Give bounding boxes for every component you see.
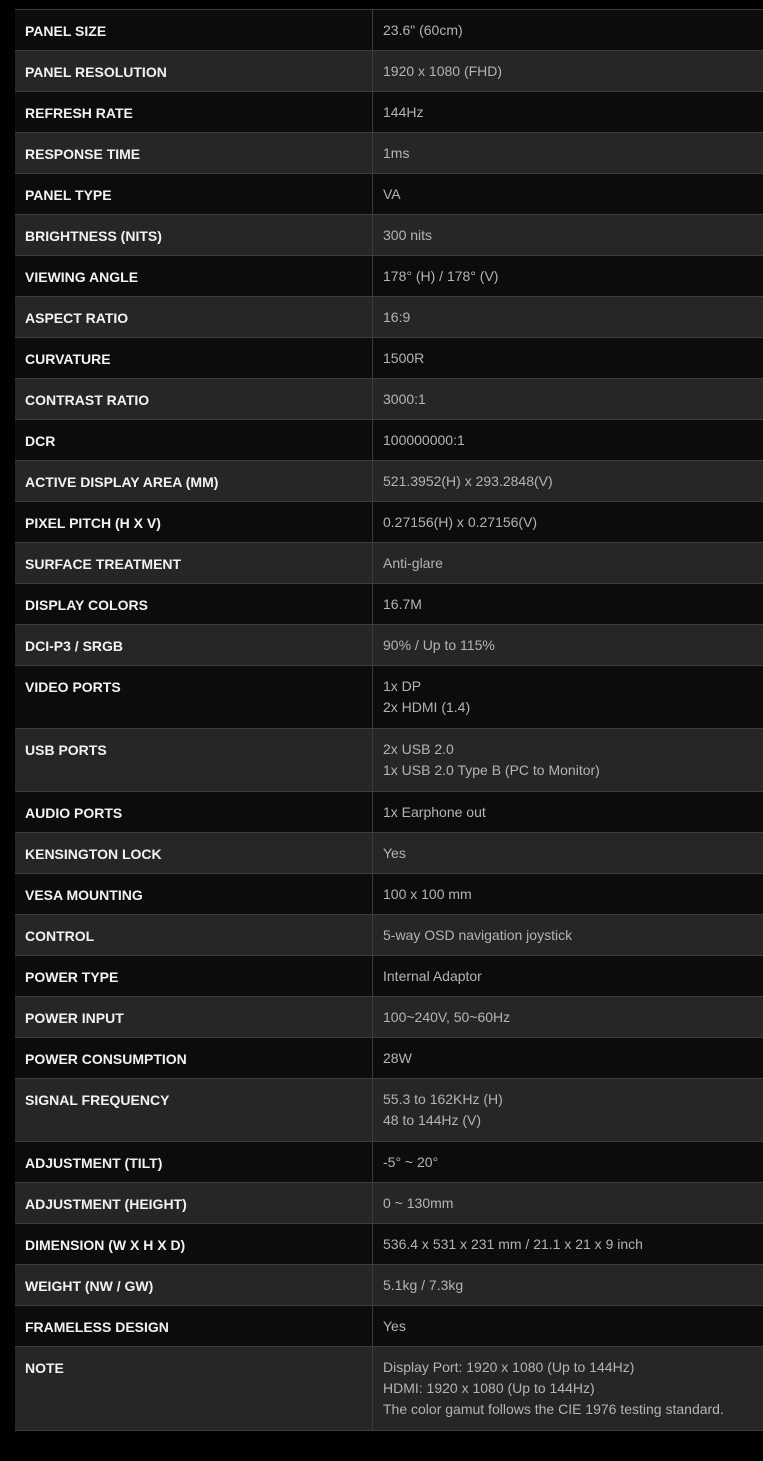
spec-row [15,174,763,215]
spec-value [373,830,763,873]
spec-row [15,584,763,625]
spec-row [15,1183,763,1224]
spec-label [15,833,373,873]
spec-label [15,1306,373,1346]
spec-value [373,663,763,728]
spec-value [373,912,763,955]
spec-row [15,729,763,792]
spec-value-line: 55.3 to 162KHz (H) [383,1091,503,1107]
spec-value-line: 1ms [383,145,410,161]
spec-label-text: SIGNAL FREQUENCY [25,1092,170,1108]
spec-row [15,1265,763,1306]
spec-value-line: 5-way OSD navigation joystick [383,927,573,943]
spec-value [373,1180,763,1223]
spec-value [373,789,763,832]
spec-row [15,92,763,133]
spec-label [15,215,373,255]
spec-label-text: VIDEO PORTS [25,679,121,695]
spec-value-line: Yes [383,845,406,861]
spec-label-text: DIMENSION (W X H X D) [25,1237,186,1253]
spec-label-text: DCR [25,433,56,449]
spec-value-line: 16.7M [383,596,422,612]
spec-label-text: DISPLAY COLORS [25,597,148,613]
spec-label [15,51,373,91]
spec-label-text: RESPONSE TIME [25,146,141,162]
spec-value [373,1139,763,1182]
spec-value-line: 48 to 144Hz (V) [383,1112,482,1128]
spec-label-text: POWER INPUT [25,1010,124,1026]
spec-value [373,417,763,460]
spec-label [15,997,373,1037]
spec-label [15,729,373,791]
spec-value [373,458,763,501]
spec-value-line: 3000:1 [383,391,426,407]
spec-value-line: 0 ~ 130mm [383,1195,454,1211]
spec-label [15,543,373,583]
spec-label-text: VESA MOUNTING [25,887,143,903]
spec-row [15,1347,763,1431]
spec-label [15,133,373,173]
spec-value-line: 90% / Up to 115% [383,637,495,653]
spec-label-text: PANEL RESOLUTION [25,64,167,80]
spec-value-line: 2x HDMI (1.4) [383,699,471,715]
spec-value [373,48,763,91]
spec-value-line: 536.4 x 531 x 231 mm / 21.1 x 21 x 9 inch [383,1236,643,1252]
spec-value [373,7,763,50]
spec-value-line: 28W [383,1050,412,1066]
spec-row [15,10,763,51]
spec-value [373,994,763,1037]
spec-row [15,666,763,729]
spec-label [15,1265,373,1305]
spec-row [15,956,763,997]
spec-value [373,1076,763,1141]
spec-label [15,874,373,914]
spec-value-line: 5.1kg / 7.3kg [383,1277,464,1293]
spec-value-line: 1500R [383,350,425,366]
spec-label [15,1142,373,1182]
spec-value-line: Yes [383,1318,406,1334]
spec-label [15,461,373,501]
spec-value-line: 100~240V, 50~60Hz [383,1009,511,1025]
spec-row [15,51,763,92]
spec-row [15,420,763,461]
spec-value-line: 1x USB 2.0 Type B (PC to Monitor) [383,762,600,778]
spec-row [15,833,763,874]
spec-label [15,502,373,542]
spec-row [15,1142,763,1183]
spec-value [373,171,763,214]
spec-row [15,1224,763,1265]
spec-label [15,379,373,419]
spec-label-text: ASPECT RATIO [25,310,129,326]
spec-label [15,1038,373,1078]
spec-value-line: -5° ~ 20° [383,1154,439,1170]
spec-label [15,420,373,460]
spec-value [373,294,763,337]
spec-label-text: PIXEL PITCH (H X V) [25,515,161,531]
spec-value-line: 178° (H) / 178° (V) [383,268,499,284]
spec-label-text: ADJUSTMENT (TILT) [25,1155,163,1171]
spec-value [373,581,763,624]
spec-label-text: PANEL SIZE [25,23,107,39]
spec-label-text: POWER TYPE [25,969,119,985]
spec-label-text: SURFACE TREATMENT [25,556,182,572]
spec-label-text: CURVATURE [25,351,111,367]
spec-value-line: 1x DP [383,678,422,694]
spec-row [15,874,763,915]
spec-row [15,915,763,956]
spec-value-line: 2x USB 2.0 [383,741,454,757]
spec-label [15,1224,373,1264]
spec-value-line: 100000000:1 [383,432,465,448]
spec-value [373,871,763,914]
spec-value-line: 16:9 [383,309,411,325]
spec-label-text: AUDIO PORTS [25,805,123,821]
spec-value-line: 1x Earphone out [383,804,486,820]
spec-value-line: Internal Adaptor [383,968,482,984]
spec-row [15,256,763,297]
spec-value-line: 300 nits [383,227,433,243]
spec-value [373,1262,763,1305]
spec-value-line: Display Port: 1920 x 1080 (Up to 144Hz) [383,1359,635,1375]
spec-value [373,335,763,378]
spec-label-text: NOTE [25,1360,64,1376]
spec-value [373,376,763,419]
spec-label [15,1183,373,1223]
spec-value-line: 144Hz [383,104,424,120]
spec-value-line: Anti-glare [383,555,443,571]
spec-value-line: 0.27156(H) x 0.27156(V) [383,514,538,530]
spec-row [15,133,763,174]
spec-row [15,379,763,420]
spec-row [15,625,763,666]
spec-value-line: 100 x 100 mm [383,886,472,902]
spec-value [373,540,763,583]
spec-row [15,997,763,1038]
spec-label-text: VIEWING ANGLE [25,269,139,285]
spec-row [15,1306,763,1347]
spec-value [373,499,763,542]
spec-label [15,1079,373,1141]
spec-value [373,130,763,173]
spec-label [15,338,373,378]
spec-row [15,543,763,584]
spec-value [373,953,763,996]
spec-row [15,792,763,833]
spec-row [15,1079,763,1142]
spec-row [15,1038,763,1079]
spec-label [15,584,373,624]
spec-label [15,666,373,728]
spec-label [15,174,373,214]
spec-label [15,256,373,296]
spec-label-text: BRIGHTNESS (NITS) [25,228,162,244]
spec-label [15,792,373,832]
spec-value-line: 1920 x 1080 (FHD) [383,63,503,79]
spec-label [15,92,373,132]
spec-row [15,215,763,256]
spec-label-text: ACTIVE DISPLAY AREA (MM) [25,474,219,490]
spec-label-text: FRAMELESS DESIGN [25,1319,169,1335]
spec-value-line: 521.3952(H) x 293.2848(V) [383,473,553,489]
spec-label [15,297,373,337]
spec-table [15,9,763,1431]
spec-value-line: VA [383,186,401,202]
spec-value-line: The color gamut follows the CIE 1976 testing standard. [383,1401,724,1417]
spec-label-text: USB PORTS [25,742,107,758]
spec-value [373,1221,763,1264]
spec-row [15,461,763,502]
spec-label [15,10,373,50]
spec-value [373,253,763,296]
spec-value [373,1303,763,1346]
spec-label-text: CONTRAST RATIO [25,392,150,408]
spec-label-text: KENSINGTON LOCK [25,846,162,862]
spec-value-line: HDMI: 1920 x 1080 (Up to 144Hz) [383,1380,595,1396]
spec-value [373,622,763,665]
spec-value [373,726,763,791]
spec-label-text: POWER CONSUMPTION [25,1051,187,1067]
spec-label [15,625,373,665]
spec-label-text: REFRESH RATE [25,105,133,121]
spec-label-text: ADJUSTMENT (HEIGHT) [25,1196,187,1212]
spec-value [373,212,763,255]
spec-label [15,1347,373,1430]
spec-row [15,297,763,338]
spec-label-text: PANEL TYPE [25,187,112,203]
spec-label-text: CONTROL [25,928,95,944]
spec-row [15,338,763,379]
spec-value [373,1344,763,1430]
spec-value [373,89,763,132]
spec-row [15,502,763,543]
spec-label [15,956,373,996]
spec-label-text: WEIGHT (NW / GW) [25,1278,154,1294]
spec-label-text: DCI-P3 / SRGB [25,638,124,654]
spec-value-line: 23.6" (60cm) [383,22,463,38]
spec-value [373,1035,763,1078]
spec-label [15,915,373,955]
